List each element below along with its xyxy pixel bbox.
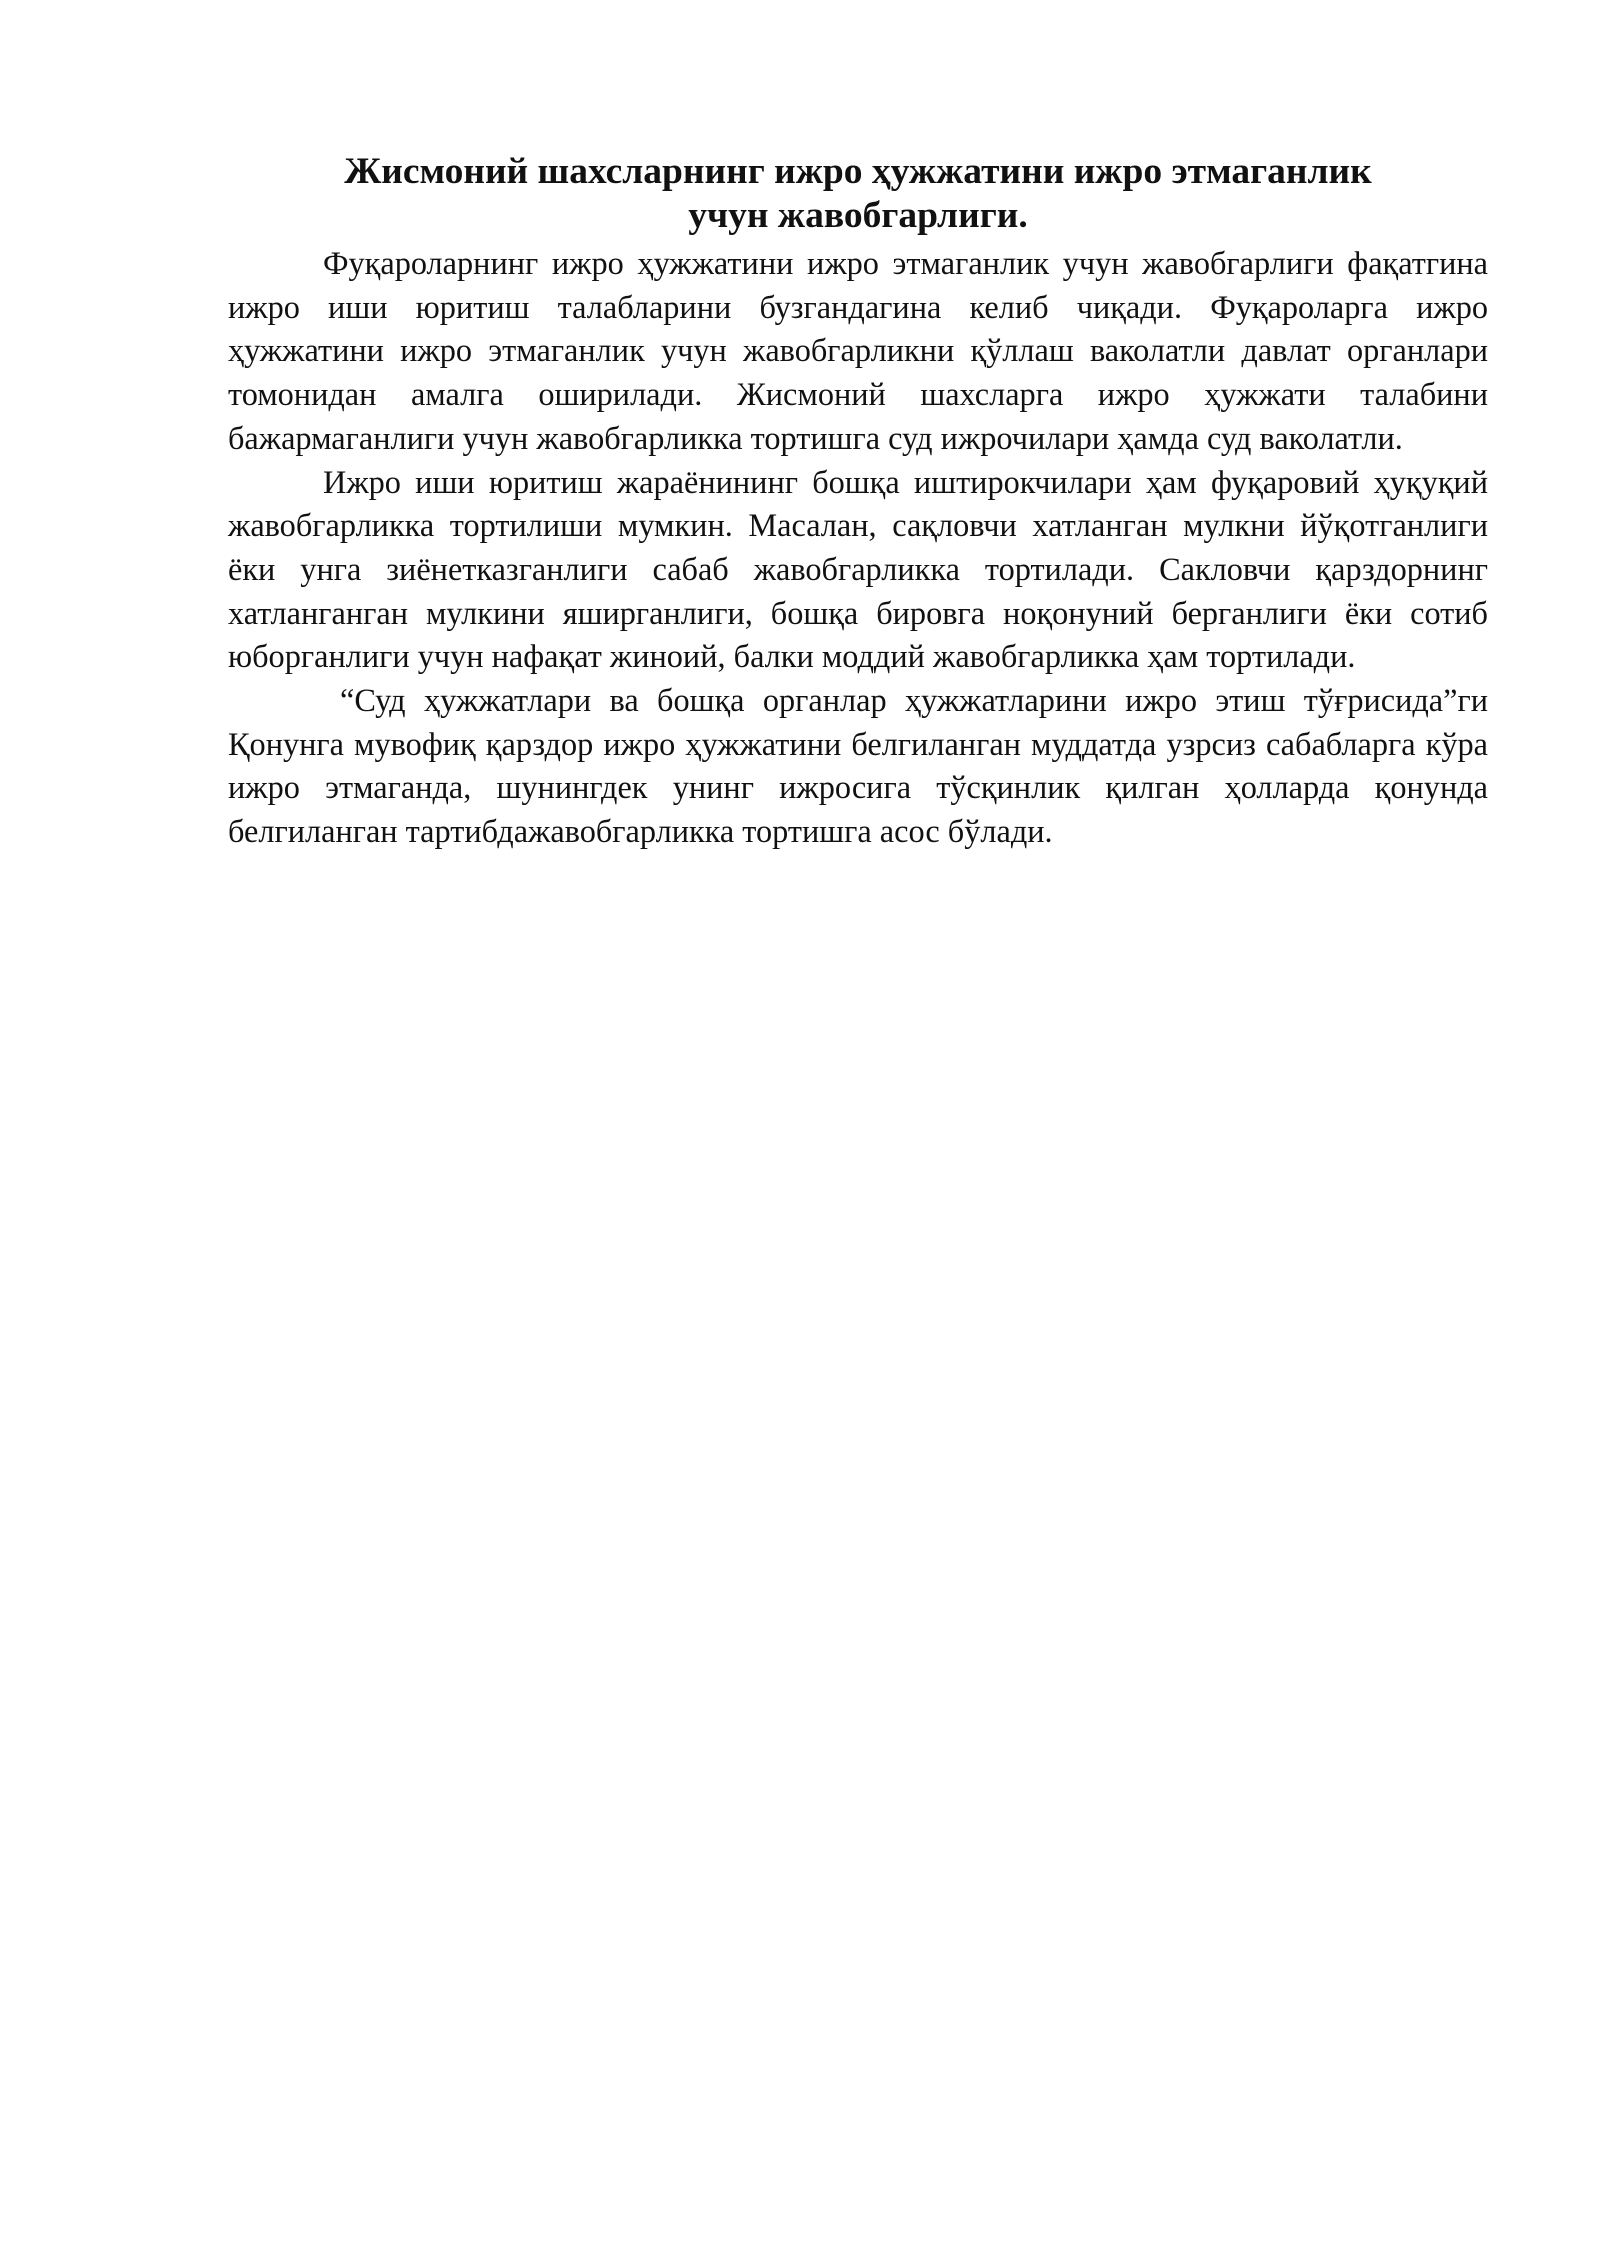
document-title-line-1: Жисмоний шахсларнинг ижро ҳужжатини ижро этмаганлик xyxy=(344,151,1372,192)
paragraph-1: Фуқароларнинг ижро ҳужжатини ижро этмаганлик учун жавобгарлиги фақатгина ижро иши юритиш талабларини бузгандагина келиб чиқади. Фуқароларга ижро ҳужжатини ижро этмаганлик учун жавобгарликни қўллаш ваколатли давлат органлари томонидан амалга оширилади. Жисмоний шахсларга ижро ҳужжати талабини бажармаганлиги учун жавобгарликка тортишга суд ижрочилари ҳамда суд ваколатли. xyxy=(228,245,1488,456)
paragraph-3: “Суд ҳужжатлари ва бошқа органлар ҳужжатларини ижро этиш тўғрисида”ги Қонунга мувофиқ қарздор ижро ҳужжатини белгиланган муддатда узрсиз сабабларга кўра ижро этмаганда, шунингдек унинг ижросига тўсқинлик қилган ҳолларда қонунда белгиланган тартибдажавобгарликка тортишга асос бўлади. xyxy=(228,682,1488,850)
paragraph-2: Ижро иши юритиш жараёнининг бошқа иштирокчилари ҳам фуқаровий ҳуқуқий жавобгарликка тортилиши мумкин. Масалан, сақловчи хатланган мулкни йўқотганлиги ёки унга зиёнетказганлиги сабаб жавобгарликка тортилади. Сакловчи қарздорнинг хатланганган мулкини яширганлиги, бошқа бировга ноқонуний берганлиги ёки сотиб юборганлиги учун нафақат жиноий, балки моддий жавобгарликка ҳам тортилади. xyxy=(228,463,1488,675)
document-title xyxy=(228,150,1488,238)
document-body xyxy=(228,150,1488,854)
document-title-line-2: учун жавобгарлиги. xyxy=(688,195,1028,236)
